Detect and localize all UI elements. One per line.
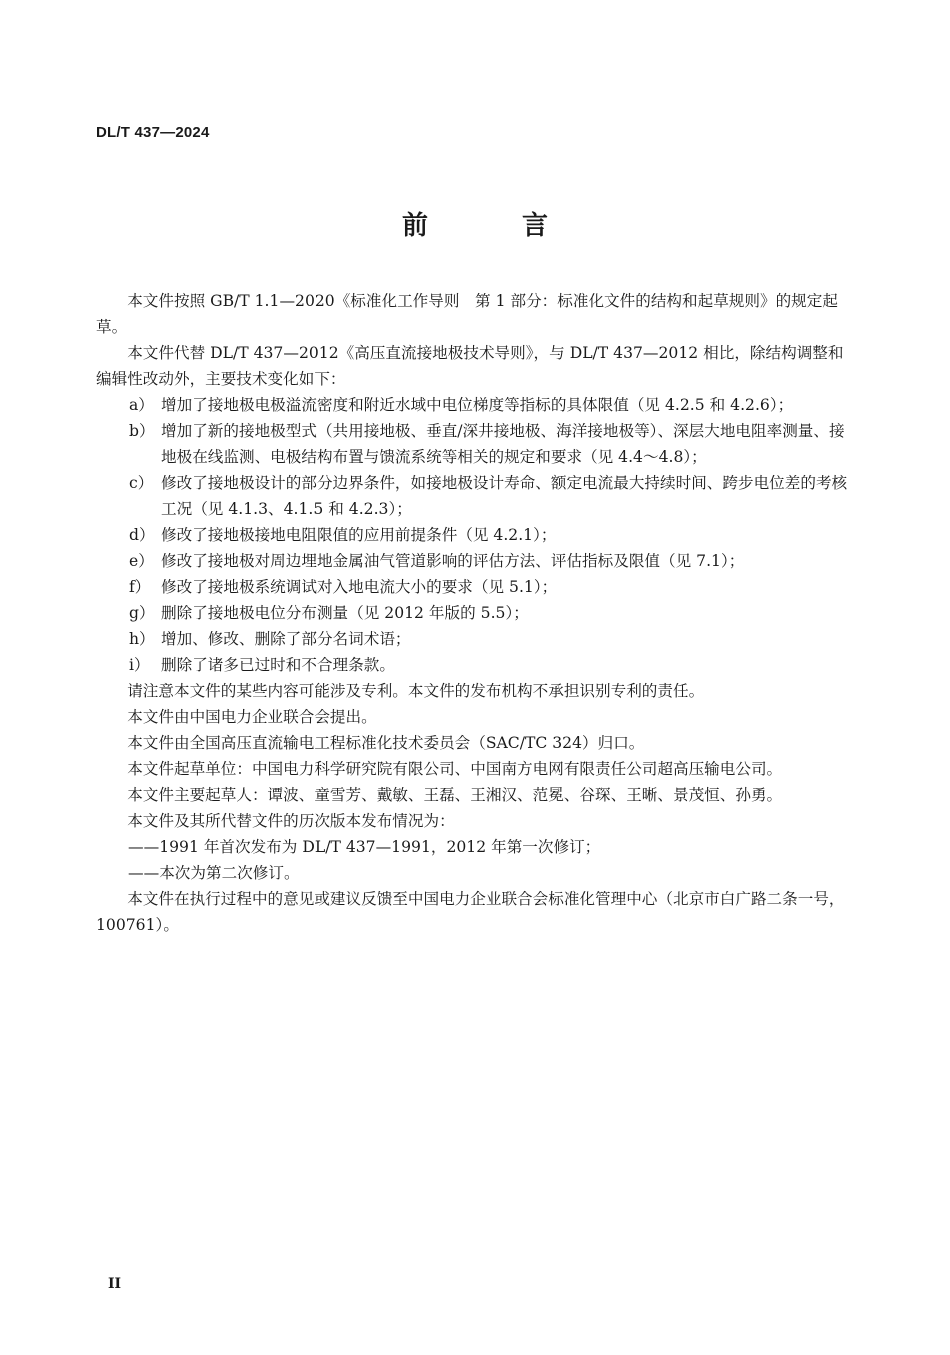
history-item: ——1991 年首次发布为 DL/T 437—1991，2012 年第一次修订； — [128, 838, 601, 856]
list-item-text: 删除了接地极电位分布测量（见 2012 年版的 5.5）； — [161, 604, 529, 622]
list-item-text: 增加了新的接地极型式（共用接地极、垂直/深井接地极、海洋接地极等）、深层大地电阻率测量、接地极在线监测、电极结构布置与馈流系统等相关的规定和要求（见 4.4～4.8）； — [161, 422, 845, 466]
foreword-body — [96, 288, 854, 938]
list-item — [96, 600, 854, 626]
list-item-text: 修改了接地极对周边埋地金属油气管道影响的评估方法、评估指标及限值（见 7.1）； — [161, 552, 745, 570]
paragraph-proposer: 本文件由中国电力企业联合会提出。 — [127, 708, 377, 726]
list-marker: b） — [129, 422, 155, 440]
list-item — [96, 522, 854, 548]
list-item-text: 修改了接地极系统调试对入地电流大小的要求（见 5.1）； — [161, 578, 558, 596]
list-item — [96, 392, 854, 418]
paragraph-patent-notice: 请注意本文件的某些内容可能涉及专利。本文件的发布机构不承担识别专利的责任。 — [127, 682, 705, 700]
list-item-text: 修改了接地极设计的部分边界条件，如接地极设计寿命、额定电流最大持续时间、跨步电位差的考核工况（见 4.1.3、4.1.5 和 4.2.3）； — [161, 474, 848, 518]
list-item — [96, 626, 854, 652]
list-marker: c） — [129, 474, 154, 492]
doc-code: DL/T 437—2024 — [96, 124, 210, 141]
list-item — [96, 548, 854, 574]
list-item-text: 删除了诸多已过时和不合理条款。 — [161, 656, 395, 674]
list-item-text: 修改了接地极接地电阻限值的应用前提条件（见 4.2.1）； — [161, 526, 557, 544]
list-item-text: 增加、修改、删除了部分名词术语； — [161, 630, 411, 648]
paragraph-drafting-rules: 本文件按照 GB/T 1.1—2020《标准化工作导则 第 1 部分：标准化文件的结构和起草规则》的规定起草。 — [96, 292, 838, 336]
list-marker: e） — [129, 552, 154, 570]
paragraph-committee: 本文件由全国高压直流输电工程标准化技术委员会（SAC/TC 324）归口。 — [127, 734, 645, 752]
history-item: ——本次为第二次修订。 — [128, 864, 300, 882]
list-marker: i） — [129, 656, 150, 674]
list-item — [96, 470, 854, 522]
list-item-text: 增加了接地极电极溢流密度和附近水域中电位梯度等指标的具体限值（见 4.2.5 和 4.2.6）； — [161, 396, 794, 414]
list-marker: h） — [129, 630, 155, 648]
paragraph-history-intro: 本文件及其所代替文件的历次版本发布情况为： — [127, 812, 455, 830]
paragraph-drafting-units: 本文件起草单位：中国电力科学研究院有限公司、中国南方电网有限责任公司超高压输电公司。 — [127, 760, 783, 778]
list-item — [96, 652, 854, 678]
paragraph-drafters: 本文件主要起草人：谭波、童雪芳、戴敏、王磊、王湘汉、范冕、谷琛、王晰、景茂恒、孙勇。 — [127, 786, 783, 804]
paragraph-feedback: 本文件在执行过程中的意见或建议反馈至中国电力企业联合会标准化管理中心（北京市白广路二条一号，100761）。 — [96, 890, 845, 934]
paragraph-replaces: 本文件代替 DL/T 437—2012《高压直流接地极技术导则》，与 DL/T 437—2012 相比，除结构调整和编辑性改动外，主要技术变化如下： — [96, 344, 844, 388]
list-item — [96, 418, 854, 470]
list-marker: a） — [129, 396, 154, 414]
list-marker: f） — [129, 578, 151, 596]
list-marker: d） — [129, 526, 155, 544]
list-marker: g） — [129, 604, 155, 622]
page-title: 前 言 — [401, 211, 582, 241]
page-number: II — [108, 1276, 122, 1292]
list-item — [96, 574, 854, 600]
